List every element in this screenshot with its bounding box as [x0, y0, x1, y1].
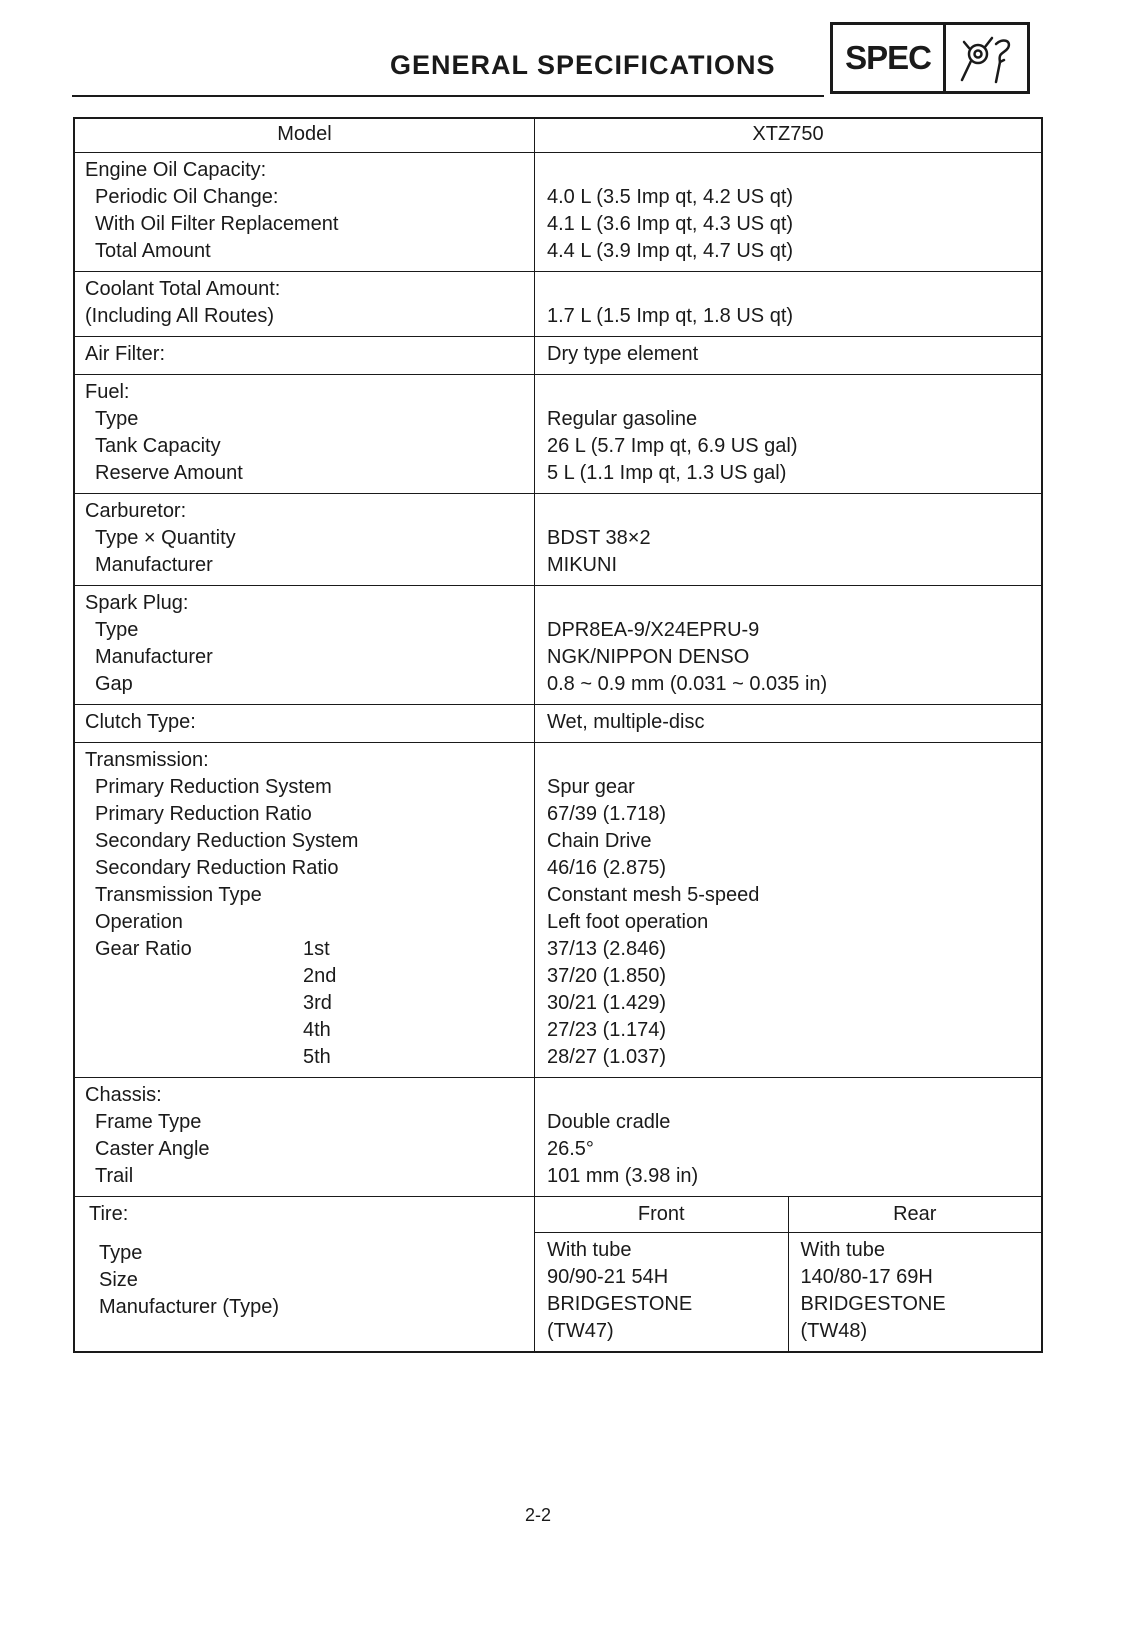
row-heading: Fuel: [85, 381, 130, 403]
row-label: Secondary Reduction System [95, 830, 359, 852]
row-label: Manufacturer [95, 554, 213, 576]
spec-badge [830, 22, 1030, 94]
gear-value: 37/20 (1.850) [547, 965, 666, 987]
table-row-tire [75, 1196, 1041, 1351]
gear-number: 5th [303, 1046, 331, 1068]
gear-value: 37/13 (2.846) [547, 938, 666, 960]
table-row-fuel [75, 374, 1041, 493]
wrench-caliper-icon [946, 25, 1027, 91]
page-title: GENERAL SPECIFICATIONS [390, 50, 776, 80]
row-value: Chain Drive [547, 830, 652, 852]
row-label: Reserve Amount [95, 462, 243, 484]
tire-rear-value: 140/80-17 69H [800, 1266, 933, 1288]
row-label: Manufacturer (Type) [99, 1296, 280, 1318]
tire-rear-value: BRIDGESTONE [800, 1293, 946, 1315]
spec-table [73, 117, 1043, 1353]
tire-rear-column [789, 1233, 1042, 1351]
model-value: XTZ750 [752, 123, 824, 145]
table-row-transmission [75, 742, 1041, 1077]
row-value: 67/39 (1.718) [547, 803, 666, 825]
tire-front-value: 90/90-21 54H [547, 1266, 669, 1288]
row-value: 4.1 L (3.6 Imp qt, 4.3 US qt) [547, 213, 794, 235]
row-value: MIKUNI [547, 554, 617, 576]
row-value: Regular gasoline [547, 408, 698, 430]
table-row-spark-plug [75, 585, 1041, 704]
tire-rear-value: (TW48) [800, 1320, 868, 1342]
tire-rear-value: With tube [800, 1239, 885, 1261]
table-row-engine-oil [75, 152, 1041, 271]
gear-value: 28/27 (1.037) [547, 1046, 666, 1068]
row-value: Wet, multiple-disc [547, 711, 705, 733]
row-label: Secondary Reduction Ratio [95, 857, 339, 879]
tire-front-column [535, 1233, 789, 1351]
row-value: Double cradle [547, 1111, 671, 1133]
row-heading: Coolant Total Amount: [85, 278, 281, 300]
gear-number: 4th [303, 1019, 331, 1041]
row-label: Primary Reduction Ratio [95, 803, 312, 825]
row-value: DPR8EA-9/X24EPRU-9 [547, 619, 760, 641]
row-label: Periodic Oil Change: [95, 186, 279, 208]
row-heading: Clutch Type: [85, 711, 196, 733]
row-label: Gap [95, 673, 133, 695]
gear-number: 2nd [303, 965, 337, 987]
row-value: 26.5° [547, 1138, 594, 1160]
page-number: 2-2 [525, 1505, 552, 1525]
row-value: 4.0 L (3.5 Imp qt, 4.2 US qt) [547, 186, 794, 208]
row-label: Manufacturer [95, 646, 213, 668]
row-label: Primary Reduction System [95, 776, 332, 798]
row-label: Operation [95, 911, 183, 933]
row-label: Total Amount [95, 240, 211, 262]
row-value: NGK/NIPPON DENSO [547, 646, 750, 668]
table-row-chassis [75, 1077, 1041, 1196]
row-heading: Carburetor: [85, 500, 187, 522]
table-row-model [75, 119, 1041, 152]
row-value: 4.4 L (3.9 Imp qt, 4.7 US qt) [547, 240, 794, 262]
row-heading: Chassis: [85, 1084, 162, 1106]
gear-number: 3rd [303, 992, 332, 1014]
row-value: 101 mm (3.98 in) [547, 1165, 699, 1187]
table-row-carburetor [75, 493, 1041, 585]
row-label: Transmission Type [95, 884, 262, 906]
tire-rear-header: Rear [893, 1203, 937, 1225]
gear-number: 1st [303, 938, 330, 960]
gear-value: 30/21 (1.429) [547, 992, 666, 1014]
spec-badge-label: SPEC [833, 25, 946, 91]
tire-front-header: Front [535, 1197, 789, 1232]
row-value: Left foot operation [547, 911, 709, 933]
row-value: Spur gear [547, 776, 635, 798]
table-row-clutch [75, 704, 1041, 742]
row-label: Type [99, 1242, 143, 1264]
gear-ratio-label: Gear Ratio [95, 938, 192, 960]
row-label: Tank Capacity [95, 435, 221, 457]
row-label: (Including All Routes) [85, 305, 274, 327]
tire-front-value: (TW47) [547, 1320, 614, 1342]
gear-value: 27/23 (1.174) [547, 1019, 666, 1041]
row-value: BDST 38×2 [547, 527, 651, 549]
row-heading: Tire: [89, 1203, 129, 1225]
row-value: 0.8 ~ 0.9 mm (0.031 ~ 0.035 in) [547, 673, 828, 695]
row-heading: Air Filter: [85, 343, 165, 365]
model-label: Model [277, 123, 332, 145]
row-value: 1.7 L (1.5 Imp qt, 1.8 US qt) [547, 305, 794, 327]
table-row-coolant [75, 271, 1041, 336]
tire-front-value: BRIDGESTONE [547, 1293, 693, 1315]
row-heading: Engine Oil Capacity: [85, 159, 267, 181]
row-label: Size [99, 1269, 138, 1291]
row-label: Frame Type [95, 1111, 202, 1133]
row-label: Caster Angle [95, 1138, 210, 1160]
title-underline [72, 95, 824, 97]
row-value: 46/16 (2.875) [547, 857, 666, 879]
tire-front-value: With tube [547, 1239, 632, 1261]
row-heading: Spark Plug: [85, 592, 189, 614]
row-label: Type [95, 408, 139, 430]
row-heading: Transmission: [85, 749, 209, 771]
row-label: Type [95, 619, 139, 641]
row-label: Type × Quantity [95, 527, 236, 549]
row-label: With Oil Filter Replacement [95, 213, 339, 235]
row-value: 5 L (1.1 Imp qt, 1.3 US gal) [547, 462, 787, 484]
table-row-air-filter [75, 336, 1041, 374]
row-value: 26 L (5.7 Imp qt, 6.9 US gal) [547, 435, 798, 457]
row-value: Constant mesh 5-speed [547, 884, 760, 906]
row-label: Trail [95, 1165, 134, 1187]
row-value: Dry type element [547, 343, 699, 365]
